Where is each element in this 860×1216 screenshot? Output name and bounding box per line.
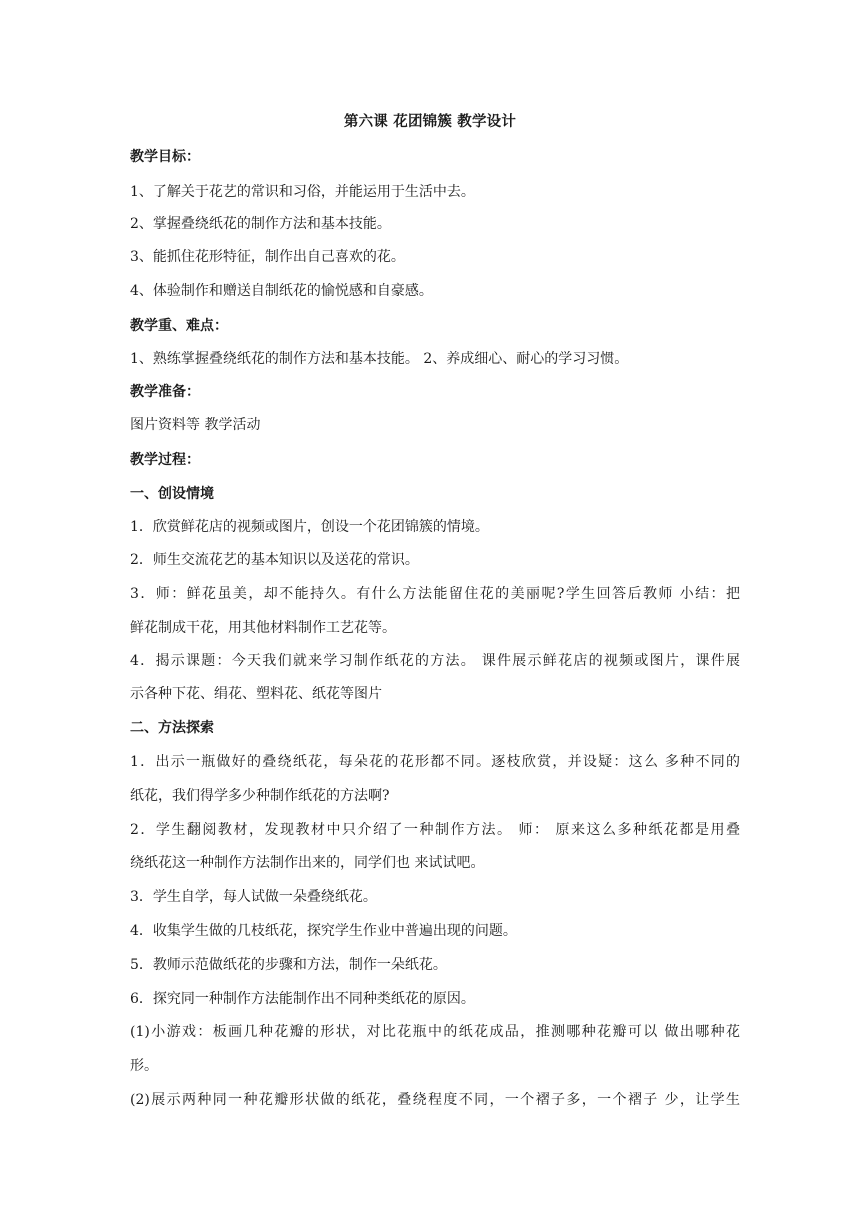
paragraph-line: 示各种下花、绢花、塑料花、纸花等图片 — [130, 686, 382, 702]
paragraph-line: 5．教师示范做纸花的步骤和方法，制作一朵纸花。 — [130, 957, 447, 973]
paragraph-line: 鲜花制成干花，用其他材料制作工艺花等。 — [130, 620, 396, 636]
paragraph-line: 形。 — [130, 1058, 158, 1074]
section-heading-method: 二、方法探索 — [130, 720, 214, 736]
section-heading-key-points: 教学重、难点： — [130, 318, 228, 334]
section-heading-scenario: 一、创设情境 — [130, 486, 214, 502]
paragraph-line: 6．探究同一种制作方法能制作出不同种类纸花的原因。 — [130, 991, 475, 1007]
section-heading-process: 教学过程： — [130, 452, 200, 468]
paragraph-line: 4．揭示课题：今天我们就来学习制作纸花的方法。 课件展示鲜花店的视频或图片，课件展 — [130, 653, 740, 669]
paragraph-line: 2．学生翻阅教材，发现教材中只介绍了一种制作方法。 师： 原来这么多种纸花都是用叠 — [130, 822, 740, 838]
paragraph-line: 绕纸花这一种制作方法制作出来的，同学们也 来试试吧。 — [130, 855, 485, 871]
paragraph-line: (1)小游戏：板画几种花瓣的形状，对比花瓶中的纸花成品，推测哪种花瓣可以 做出哪种花 — [130, 1024, 740, 1040]
paragraph-line: 3．学生自学，每人试做一朵叠绕纸花。 — [130, 889, 377, 905]
paragraph-line: 3、能抓住花形特征，制作出自己喜欢的花。 — [130, 249, 405, 265]
paragraph-line: 2．师生交流花艺的基本知识以及送花的常识。 — [130, 552, 419, 568]
paragraph-line: 1．出示一瓶做好的叠绕纸花，每朵花的花形都不同。逐枝欣赏，并设疑：这么 多种不同的 — [130, 754, 740, 770]
paragraph-line: (2)展示两种同一种花瓣形状做的纸花，叠绕程度不同，一个褶子多，一个褶子 少，让学生 — [130, 1092, 740, 1108]
paragraph-line: 1、了解关于花艺的常识和习俗，并能运用于生活中去。 — [130, 184, 475, 200]
paragraph-line: 2、掌握叠绕纸花的制作方法和基本技能。 — [130, 216, 391, 232]
paragraph-line: 1、熟练掌握叠绕纸花的制作方法和基本技能。 2、养成细心、耐心的学习习惯。 — [130, 351, 629, 367]
document-title: 第六课 花团锦簇 教学设计 — [343, 113, 517, 130]
paragraph-line: 1．欣赏鲜花店的视频或图片，创设一个花团锦簇的情境。 — [130, 519, 489, 535]
section-heading-preparation: 教学准备： — [130, 384, 200, 400]
section-heading-objectives: 教学目标： — [130, 149, 200, 165]
paragraph-line: 图片资料等 教学活动 — [130, 417, 261, 433]
paragraph-line: 4、体验制作和赠送自制纸花的愉悦感和自豪感。 — [130, 283, 433, 299]
paragraph-line: 3．师：鲜花虽美，却不能持久。有什么方法能留住花的美丽呢?学生回答后教师 小结：把 — [130, 586, 740, 602]
paragraph-line: 纸花，我们得学多少种制作纸花的方法啊? — [130, 788, 390, 804]
paragraph-line: 4．收集学生做的几枝纸花，探究学生作业中普遍出现的问题。 — [130, 923, 517, 939]
